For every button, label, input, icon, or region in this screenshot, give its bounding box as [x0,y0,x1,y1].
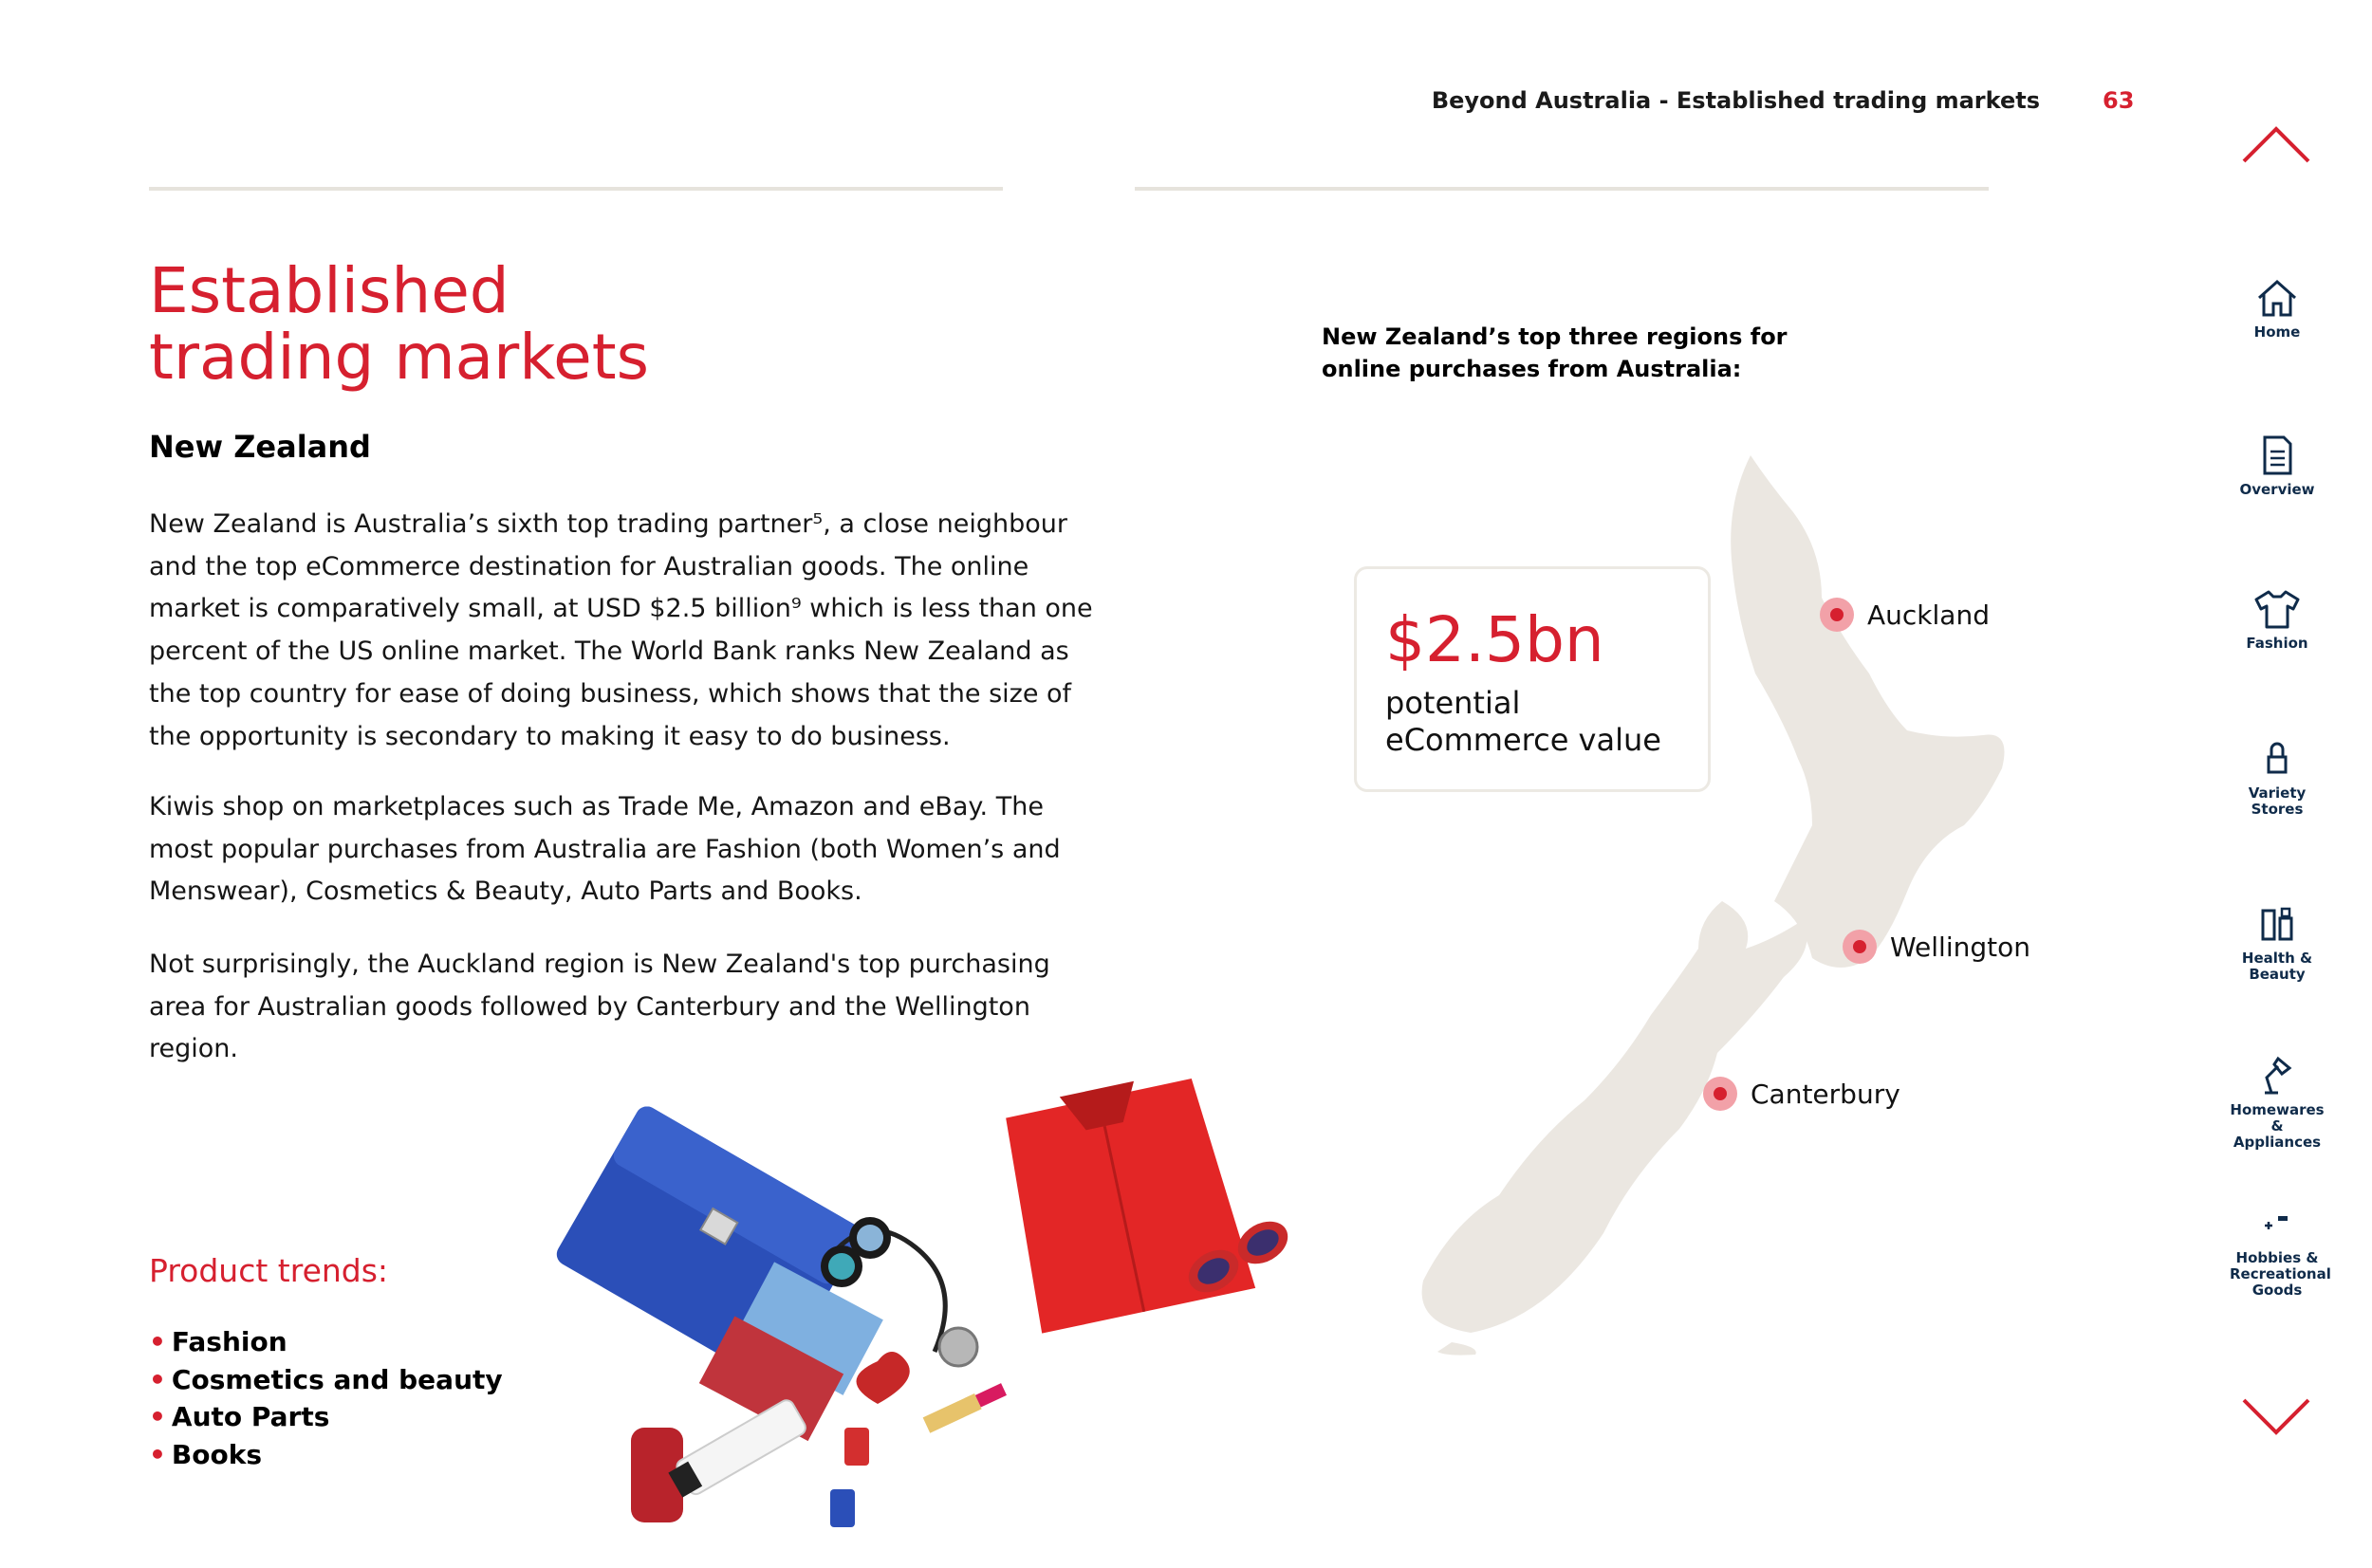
country-subtitle: New Zealand [149,429,371,465]
divider-left [149,187,1003,191]
side-navigation [2230,0,2372,1568]
list-item: • Auto Parts [149,1401,330,1432]
region-marker-wellington [1843,930,2030,964]
nav-label: Fashion [2246,635,2308,652]
map-heading: New Zealand’s top three regions for online purchases from Australia: [1322,323,1788,382]
chevron-up-icon[interactable] [2241,123,2311,165]
list-item: • Fashion [149,1326,287,1357]
map-pin-icon [1820,598,1854,632]
ecommerce-value: $2.5bn [1385,603,1604,676]
tshirt-icon [2252,588,2302,630]
nav-item-homewares-appliances[interactable] [2230,1055,2325,1151]
gamepad-icon [2255,1203,2299,1245]
nav-label: Overview [2239,481,2315,498]
list-item: • Cosmetics and beauty [149,1363,503,1395]
page-title-line1: Established [149,254,510,327]
region-label: Auckland [1867,599,1990,631]
nav-label: Homewares & Appliances [2230,1101,2325,1151]
nav-label: Variety Stores [2248,784,2307,818]
region-marker-canterbury [1703,1077,1900,1111]
region-label: Wellington [1890,931,2030,963]
fashion-products-photo [517,1067,1314,1532]
nav-item-hobbies-recreational[interactable] [2230,1203,2331,1299]
nav-item-fashion[interactable] [2230,588,2325,652]
page-title [149,254,1003,394]
nav-item-variety-stores[interactable] [2230,738,2325,818]
page-title-line2: trading markets [149,321,650,394]
product-trends-heading: Product trends: [149,1252,389,1289]
nav-label: Hobbies & Recreational Goods [2230,1249,2331,1299]
nav-label: Home [2253,323,2301,341]
map-pin-icon [1843,930,1877,964]
ecommerce-value-card [1354,566,1711,792]
nav-label: Health & Beauty [2241,950,2313,983]
nav-item-overview[interactable] [2230,434,2325,498]
ecommerce-value-label: potential eCommerce value [1385,685,1661,758]
lock-icon [2255,738,2299,780]
nav-item-home[interactable] [2230,277,2325,341]
lamp-icon [2255,1055,2299,1097]
map-pin-icon [1703,1077,1737,1111]
paragraph-regions: Not surprisingly, the Auckland region is New Zealand's top purchasing area for Australian goods followed by Canterbury and the Wellington region. [149,950,1050,1064]
divider-right [1135,187,1989,191]
paragraph-overview: New Zealand is Australia’s sixth top trading partner⁵, a close neighbour and the top eCommerce destination for Australian goods. The online market is comparatively small, at USD $2.5 billion⁹ which is less than one percent of the US online market. The World Bank ranks New Zealand as the top country for ease of doing business, which shows that the size of the opportunity is secondary to making it easy to do business. [149,509,1093,751]
region-marker-auckland [1820,598,1990,632]
home-icon [2255,277,2299,319]
chevron-down-icon[interactable] [2241,1396,2311,1438]
section-title: Beyond Australia - Established trading markets [1431,87,2040,114]
list-item: • Books [149,1438,263,1470]
nav-item-health-beauty[interactable] [2230,903,2325,983]
page-number: 63 [2103,87,2135,114]
bottles-icon [2255,903,2299,945]
paragraph-marketplaces: Kiwis shop on marketplaces such as Trade Me, Amazon and eBay. The most popular purchases from Australia are Fashion (both Women’s and Menswear), Cosmetics & Beauty, Auto Parts and Books. [149,792,1061,907]
region-label: Canterbury [1751,1078,1900,1110]
document-icon [2255,434,2299,476]
product-trends-list [149,1323,503,1473]
